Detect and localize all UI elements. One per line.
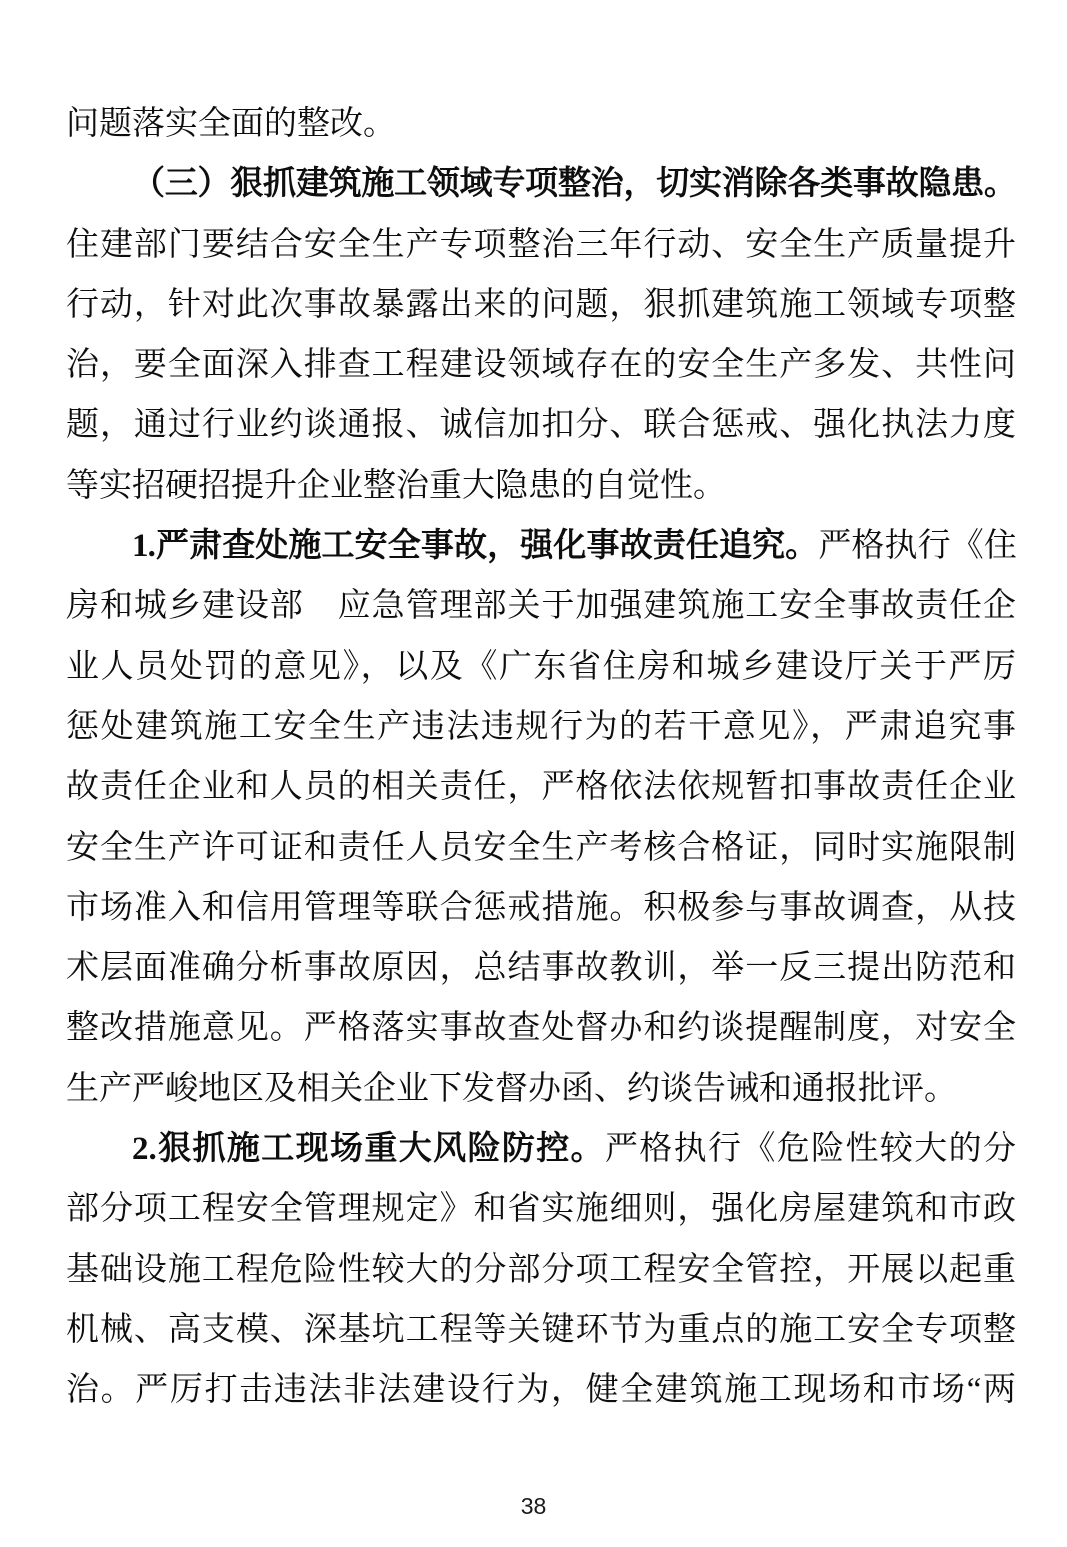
text-segment: 治。严厉打击违法非法建设行为，健全建筑施工现场和市场“两 (66, 1372, 1016, 1409)
text-segment: 术层面准确分析事故原因，总结事故教训，举一反三提出防范和 (66, 950, 1016, 987)
text-segment: 故责任企业和人员的相关责任，严格依法依规暂扣事故责任企业 (66, 769, 1016, 806)
text-segment: 业人员处罚的意见》，以及《广东省住房和城乡建设厅关于严厉 (66, 648, 1016, 685)
text-segment: 严格执行《危险性较大的分 (604, 1131, 1017, 1168)
text-segment: 市场准入和信用管理等联合惩戒措施。积极参与事故调查，从技 (66, 889, 1016, 926)
text-line (66, 456, 1016, 516)
page-number: 38 (520, 1493, 547, 1519)
text-segment: 房和城乡建设部 应急管理部关于加强建筑施工安全事故责任企 (66, 588, 1016, 625)
text-line (66, 878, 1016, 938)
document-body (66, 94, 1016, 1421)
text-line (66, 335, 1016, 395)
text-line (66, 1300, 1016, 1360)
text-line (66, 1059, 1016, 1119)
text-line (66, 637, 1016, 697)
text-segment: 基础设施工程危险性较大的分部分项工程安全管控，开展以起重 (66, 1251, 1016, 1288)
text-segment: 住建部门要结合安全生产专项整治三年行动、安全生产质量提升 (66, 226, 1016, 263)
text-segment: 严格执行《住 (818, 528, 1016, 565)
text-line (66, 1360, 1016, 1420)
text-segment: 部分项工程安全管理规定》和省实施细则，强化房屋建筑和市政 (66, 1191, 1016, 1228)
text-segment: 安全生产许可证和责任人员安全生产考核合格证，同时实施限制 (66, 829, 1016, 866)
text-segment: 问题落实全面的整改。 (66, 106, 396, 142)
text-line (66, 1119, 1016, 1179)
text-line (66, 938, 1016, 998)
text-line (66, 757, 1016, 817)
bold-text-segment: （三）狠抓建筑施工领域专项整治，切实消除各类事故隐患。 (132, 166, 1016, 203)
text-line (66, 275, 1016, 335)
text-segment: 惩处建筑施工安全生产违法违规行为的若干意见》，严肃追究事 (66, 708, 1016, 745)
text-line (66, 697, 1016, 757)
text-line (66, 818, 1016, 878)
text-segment: 题，通过行业约谈通报、诚信加扣分、联合惩戒、强化执法力度 (66, 407, 1016, 444)
text-line (66, 516, 1016, 576)
bold-text-segment: 2.狠抓施工现场重大风险防控。 (132, 1131, 605, 1168)
text-segment: 整改措施意见。严格落实事故查处督办和约谈提醒制度，对安全 (66, 1010, 1016, 1047)
text-line (66, 395, 1016, 455)
text-segment: 生产严峻地区及相关企业下发督办函、约谈告诫和通报批评。 (66, 1070, 957, 1107)
text-line (66, 154, 1016, 214)
text-line (66, 215, 1016, 275)
text-segment: 机械、高支模、深基坑工程等关键环节为重点的施工安全专项整 (66, 1311, 1016, 1348)
text-segment: 治，要全面深入排查工程建设领域存在的安全生产多发、共性问 (66, 347, 1016, 384)
text-segment: 行动，针对此次事故暴露出来的问题，狠抓建筑施工领域专项整 (66, 286, 1016, 323)
text-line (66, 1240, 1016, 1300)
bold-text-segment: 1.严肃查处施工安全事故，强化事故责任追究。 (132, 528, 819, 565)
text-line (66, 94, 1016, 154)
text-line (66, 998, 1016, 1058)
text-segment: 等实招硬招提升企业整治重大隐患的自觉性。 (66, 467, 726, 504)
text-line (66, 1179, 1016, 1239)
text-line (66, 576, 1016, 636)
